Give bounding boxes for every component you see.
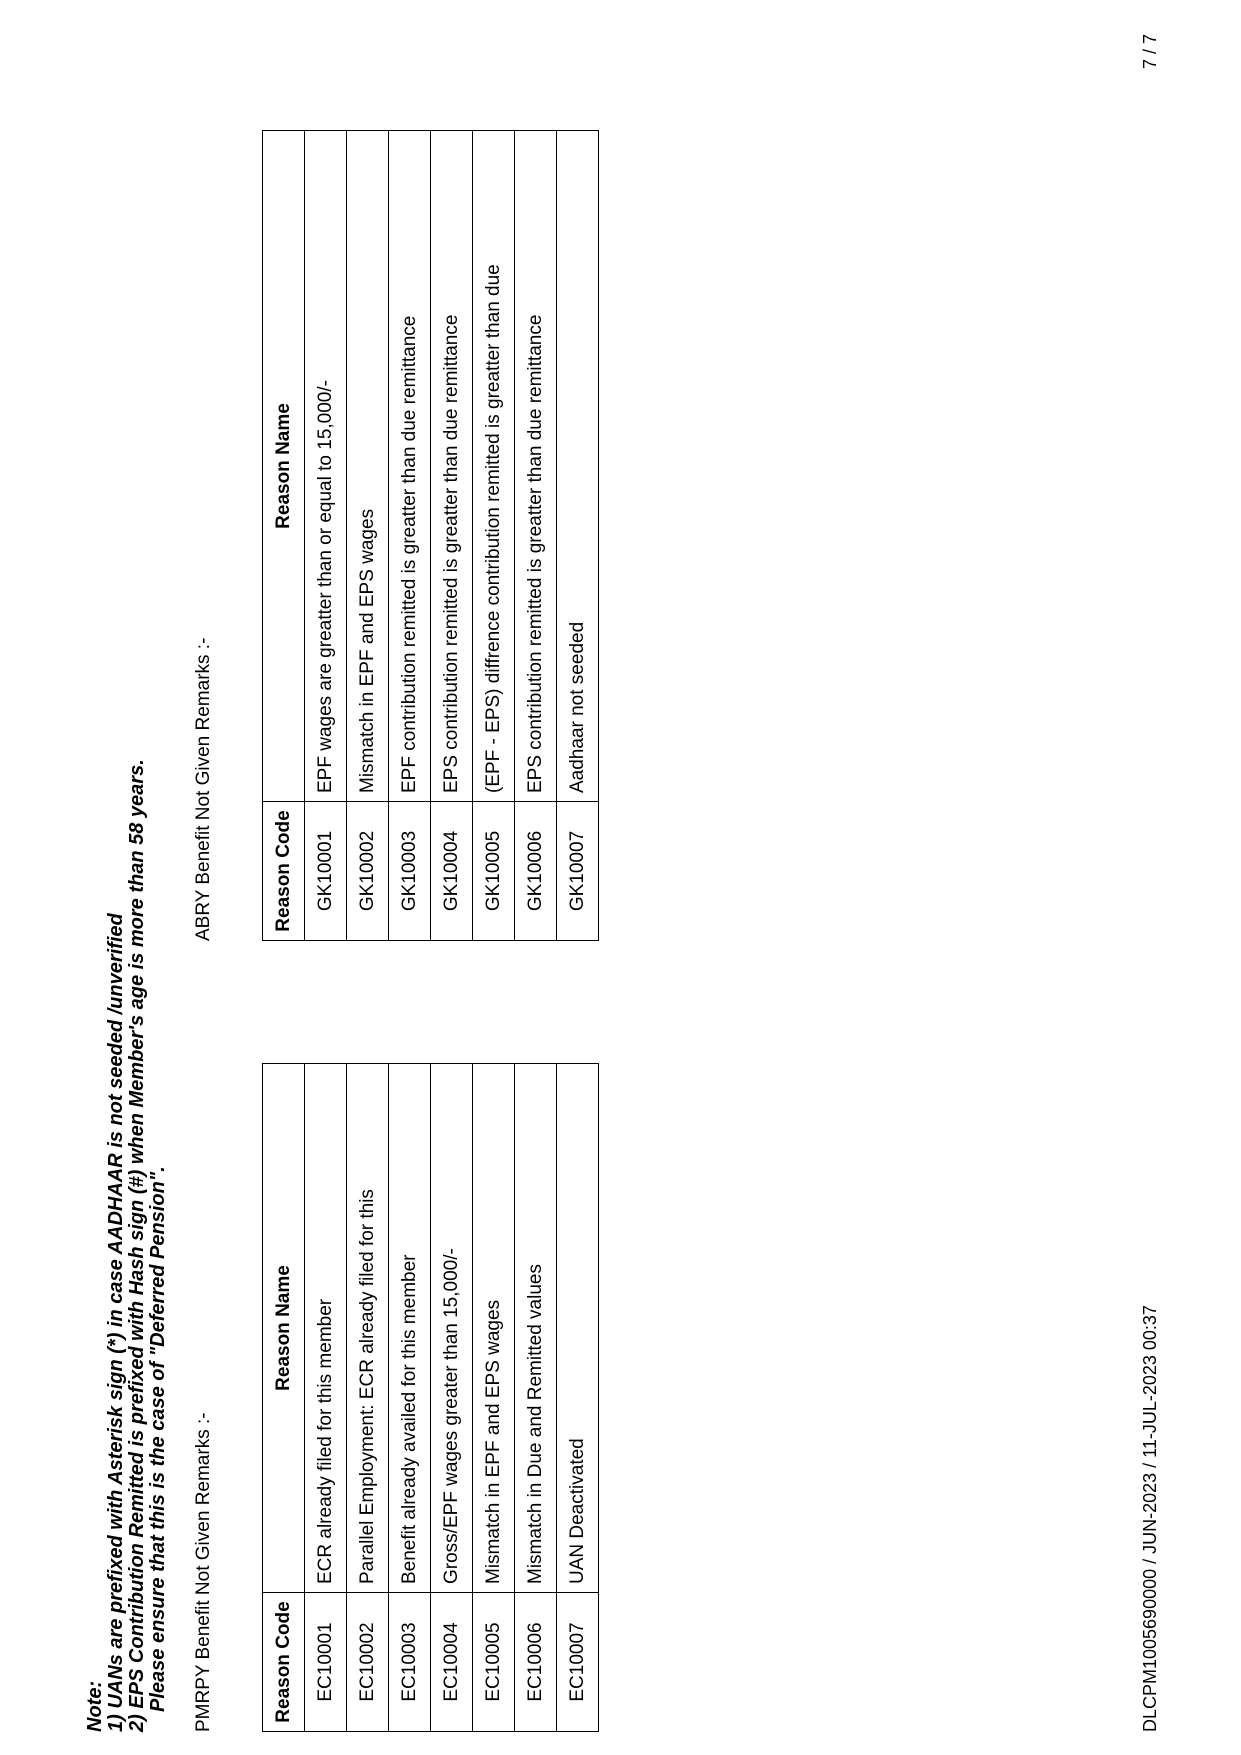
pmrpy-table [262, 1063, 599, 1732]
table-row [347, 1064, 389, 1732]
note-block [85, 759, 169, 1732]
abry-table [262, 130, 599, 941]
reason-code: EC10005 [473, 1593, 515, 1732]
table-header-row [263, 131, 305, 941]
reason-name: EPF wages are greatter than or equal to 15,000/- [305, 131, 347, 802]
reason-code: GK10003 [389, 802, 431, 941]
col-header-reason-name: Reason Name [263, 131, 305, 802]
reason-code: EC10006 [515, 1593, 557, 1732]
col-header-reason-name: Reason Name [263, 1064, 305, 1593]
reason-name: Mismatch in Due and Remitted values [515, 1064, 557, 1593]
table-row [431, 131, 473, 941]
reason-code: GK10006 [515, 802, 557, 941]
table-row [389, 131, 431, 941]
reason-name: Gross/EPF wages greater than 15,000/- [431, 1064, 473, 1593]
table-row [347, 131, 389, 941]
reason-name: EPS contribution remitted is greatter than due remittance [515, 131, 557, 802]
reason-name: Aadhaar not seeded [557, 131, 599, 802]
reason-code: EC10001 [305, 1593, 347, 1732]
reason-code: GK10007 [557, 802, 599, 941]
table-row [473, 1064, 515, 1732]
footer-page-number: 7 / 7 [1140, 33, 1160, 69]
col-header-reason-code: Reason Code [263, 1593, 305, 1732]
table-row [557, 131, 599, 941]
reason-name: Mismatch in EPF and EPS wages [473, 1064, 515, 1593]
col-header-reason-code: Reason Code [263, 802, 305, 941]
reason-code: GK10002 [347, 802, 389, 941]
reason-name: Mismatch in EPF and EPS wages [347, 131, 389, 802]
table-row [389, 1064, 431, 1732]
note-heading: Note: [84, 1680, 106, 1732]
footer-document-ref: DLCPM1005690000 / JUN-2023 / 11-JUL-2023 00:37 [1140, 1305, 1160, 1732]
note-line-3: Please ensure that this is the case of "Deferred Pension". [147, 1166, 169, 1712]
table-row [431, 1064, 473, 1732]
reason-code: GK10001 [305, 802, 347, 941]
table-row [305, 131, 347, 941]
reason-code: EC10004 [431, 1593, 473, 1732]
reason-name: Parallel Employment: ECR already filed for this [347, 1064, 389, 1593]
table-row [515, 131, 557, 941]
reason-name: UAN Deactivated [557, 1064, 599, 1593]
reason-code: EC10003 [389, 1593, 431, 1732]
reason-name: EPF contribution remitted is greatter than due remittance [389, 131, 431, 802]
table-row [305, 1064, 347, 1732]
reason-name: ECR already filed for this member [305, 1064, 347, 1593]
reason-code: EC10002 [347, 1593, 389, 1732]
reason-code: EC10007 [557, 1593, 599, 1732]
pmrpy-title: PMRPY Benefit Not Given Remarks :- [193, 1412, 214, 1732]
reason-name: Benefit already availed for this member [389, 1064, 431, 1593]
abry-title: ABRY Benefit Not Given Remarks :- [193, 637, 214, 941]
table-row [473, 131, 515, 941]
table-header-row [263, 1064, 305, 1732]
reason-name: EPS contribution remitted is greatter than due remittance [431, 131, 473, 802]
reason-code: GK10004 [431, 802, 473, 941]
reason-name: (EPF - EPS) diffrence contribution remitted is greatter than due [473, 131, 515, 802]
reason-code: GK10005 [473, 802, 515, 941]
note-line-2: 2) EPS Contribution Remitted is prefixed with Hash sign (#) when Member's age is more than 58 years. [126, 759, 148, 1732]
note-line-1: 1) UANs are prefixed with Asterisk sign (*) in case AADHAAR is not seeded /unverified [105, 913, 127, 1732]
table-row [515, 1064, 557, 1732]
table-row [557, 1064, 599, 1732]
